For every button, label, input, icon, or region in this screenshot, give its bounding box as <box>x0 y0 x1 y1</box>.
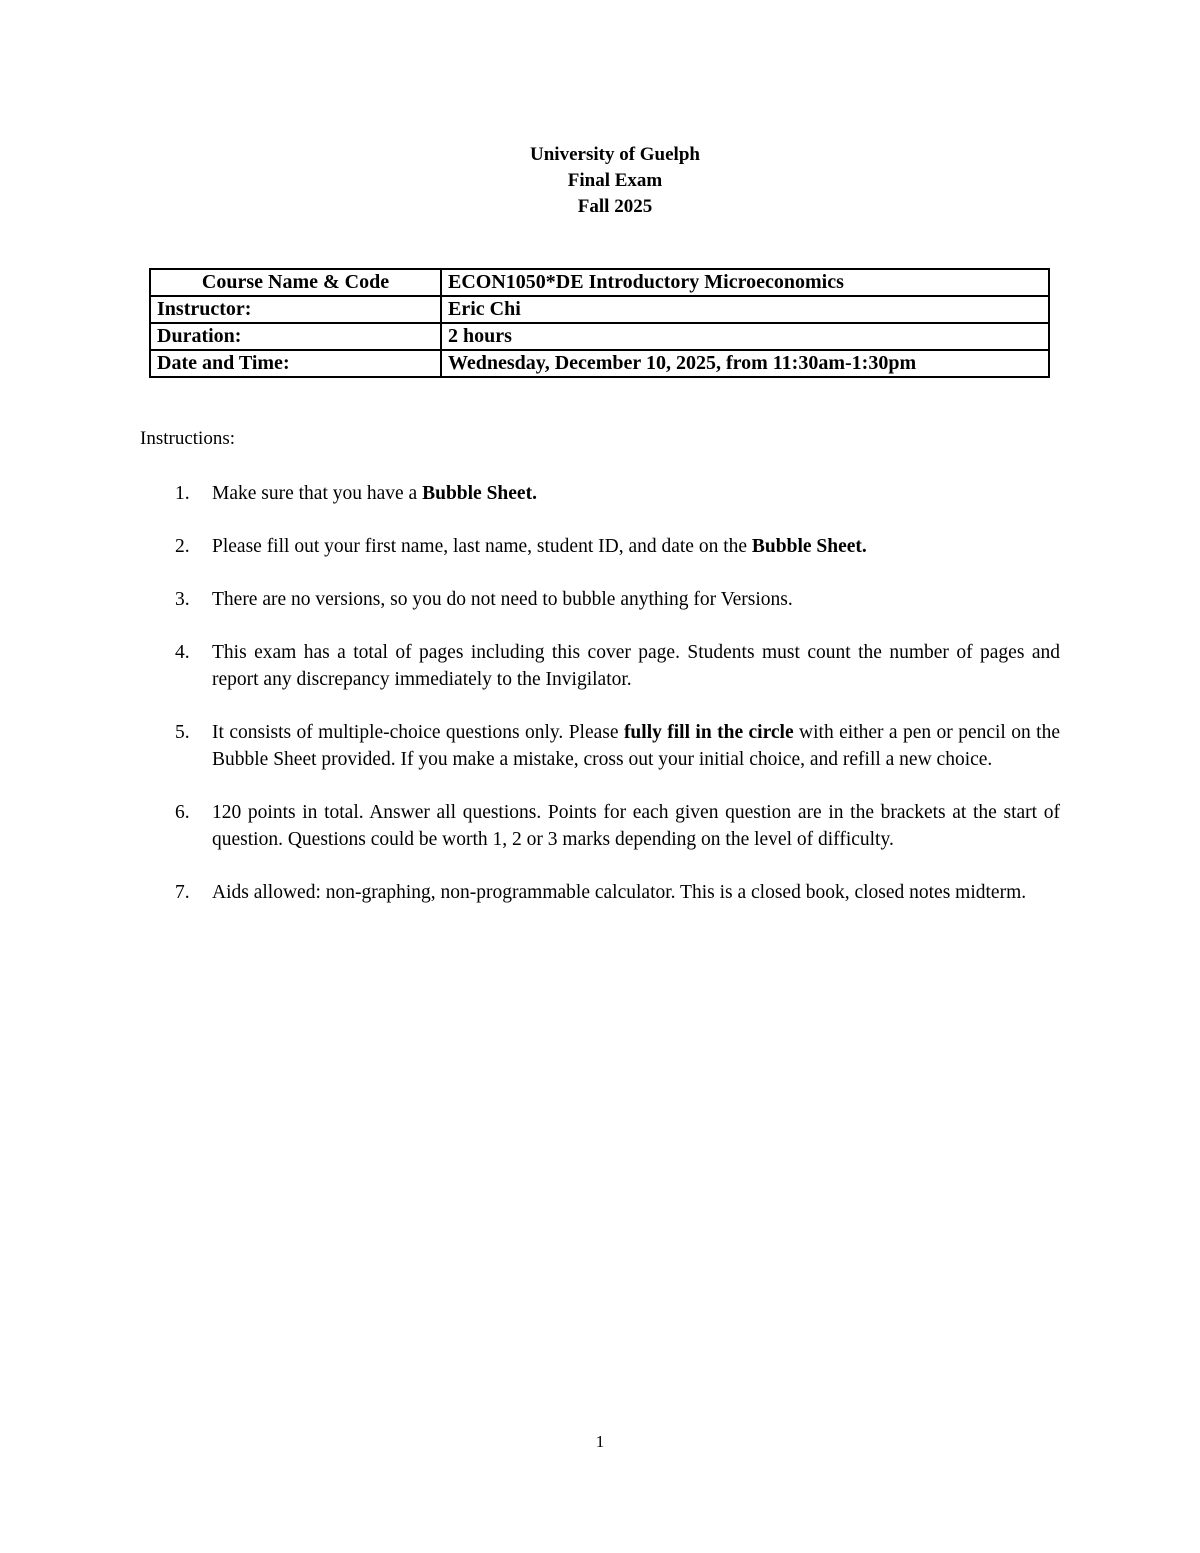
list-item <box>140 533 1060 560</box>
item-number: 1. <box>175 483 190 504</box>
list-item <box>140 586 1060 613</box>
date-time-label: Date and Time: <box>150 350 441 377</box>
item-emphasis: Bubble Sheet. <box>751 536 867 557</box>
item-text: Make sure that you have a <box>212 483 423 504</box>
item-number: 5. <box>175 722 190 743</box>
date-time-value: Wednesday, December 10, 2025, from 11:30am-1:30pm <box>441 350 1049 377</box>
list-item <box>140 719 1060 773</box>
exam-header <box>0 142 1200 220</box>
exam-term: Fall 2025 <box>577 196 653 217</box>
list-item <box>140 879 1060 906</box>
table-row <box>150 350 1049 377</box>
course-value: ECON1050*DE Introductory Microeconomics <box>441 269 1049 296</box>
item-number: 4. <box>175 642 190 663</box>
exam-title: Final Exam <box>567 170 663 191</box>
list-item <box>140 639 1060 693</box>
item-emphasis: fully fill in the circle <box>623 722 794 743</box>
instructor-value: Eric Chi <box>441 296 1049 323</box>
table-row <box>150 269 1049 296</box>
page-number: 1 <box>595 1432 605 1451</box>
item-text: with either a pen or pencil on the Bubble Sheet provided. If you make a mistake, cross out your initial choice, and refill a new choice. <box>212 722 1060 770</box>
item-number: 3. <box>175 589 190 610</box>
item-emphasis: Bubble Sheet. <box>422 483 537 504</box>
instructor-label: Instructor: <box>150 296 441 323</box>
duration-value: 2 hours <box>441 323 1049 350</box>
course-label: Course Name & Code <box>150 269 441 296</box>
item-number: 6. <box>175 802 190 823</box>
instructions-list <box>140 480 1060 932</box>
table-row <box>150 323 1049 350</box>
item-text: Aids allowed: non-graphing, non-programmable calculator. This is a closed book, closed notes midterm. <box>212 882 1027 903</box>
list-item <box>140 480 1060 507</box>
instructions-heading: Instructions: <box>140 428 235 449</box>
item-text: It consists of multiple-choice questions only. Please <box>212 722 624 743</box>
duration-label: Duration: <box>150 323 441 350</box>
table-row <box>150 296 1049 323</box>
item-number: 2. <box>175 536 190 557</box>
university-name: University of Guelph <box>530 144 700 165</box>
item-text: There are no versions, so you do not need to bubble anything for Versions. <box>212 589 793 610</box>
item-text: This exam has a total of pages including this cover page. Students must count the number of pages and report any discrepancy immediately to the Invigilator. <box>212 642 1060 690</box>
item-text: Please fill out your first name, last name, student ID, and date on the <box>212 536 752 557</box>
item-number: 7. <box>175 882 190 903</box>
course-info-table <box>149 268 1050 378</box>
item-text: 120 points in total. Answer all questions. Points for each given question are in the brackets at the start of question. Questions could be worth 1, 2 or 3 marks depending on the level of difficulty. <box>212 802 1060 850</box>
list-item <box>140 799 1060 853</box>
